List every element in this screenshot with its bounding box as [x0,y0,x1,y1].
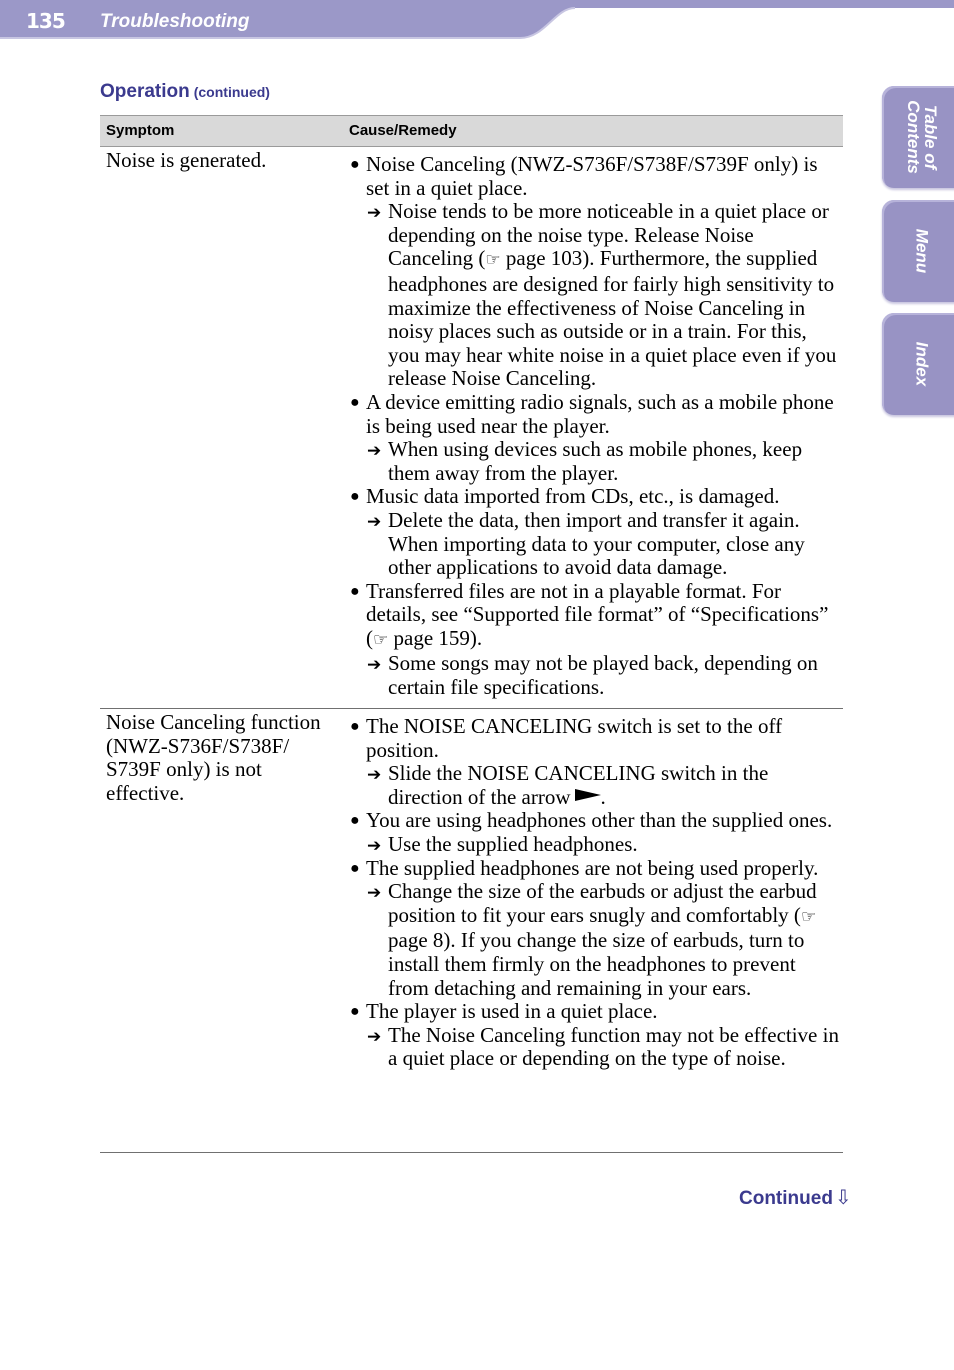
right-arrow-icon: ➔ [367,883,382,903]
cause-item [350,580,839,653]
page-number: 135 [26,9,65,33]
remedy-text-cont: page 103). Furthermore, the supplied headphones are designed for fairly high sensitivity to maximize the effectiveness of Noise Canceling in noisy places such as outside or in a train. For this, you may hear white noise in a quiet place even if you release Noise Canceling. [388,246,837,391]
section-title: Troubleshooting [100,11,250,32]
right-arrow-icon: ➔ [367,511,382,531]
symptom-cell: Noise Canceling function (NWZ-S736F/S738F/ S739F only) is not effective. [106,710,321,805]
remedy-item [350,438,839,485]
right-arrow-icon: ➔ [367,441,382,461]
right-arrow-icon: ➔ [367,835,382,855]
remedy-text: Use the supplied headphones. [388,831,638,856]
cause-text: The player is used in a quiet place. [366,999,658,1024]
pointing-hand-icon: ☞ [373,629,389,650]
heading-title: Operation [100,81,190,102]
remedy-text: The Noise Canceling function may not be effective in a quiet place or depending on the type of noise. [388,1022,839,1071]
tab-table-of-contents[interactable] [882,86,954,188]
remedy-text: Delete the data, then import and transfer it again. When importing data to your computer, close any other applications to avoid data damage. [388,507,805,580]
tab-index-label: Index [912,341,932,387]
cause-item [350,153,839,200]
bullet-icon: ● [350,1003,360,1021]
heading-continued: (continued) [193,84,270,100]
bullet-icon: ● [350,393,360,411]
remedy-text: Slide the NOISE CANCELING switch in the direction of the arrow [388,761,769,809]
cause-text: Noise Canceling (NWZ-S736F/S738F/S739F only) is set in a quiet place. [366,152,818,200]
remedy-text: Some songs may not be played back, depending on certain file specifications. [388,651,818,700]
remedy-item [350,200,839,391]
remedy-text: When using devices such as mobile phones, keep them away from the player. [388,437,803,485]
tab-menu[interactable] [882,200,954,302]
column-header-cause-remedy: Cause/Remedy [349,122,457,139]
remedy-text-cont: . [600,784,606,809]
bullet-icon: ● [350,718,360,735]
cause-item [350,857,839,881]
remedy-item [350,652,839,699]
cause-text: You are using headphones other than the supplied ones. [366,808,833,833]
cause-item [350,715,839,762]
right-arrow-icon: ➔ [367,1026,382,1046]
tab-index[interactable] [882,313,954,415]
continued-link[interactable] [739,1185,852,1210]
pointing-hand-icon: ☞ [800,906,817,927]
table-header [100,115,843,147]
right-arrow-icon: ➔ [367,203,382,223]
cause-text-cont: page 159). [388,625,483,650]
cause-text: The NOISE CANCELING switch is set to the off position. [366,714,783,762]
cause-remedy-cell [350,147,843,708]
symptom-cell: Noise is generated. [106,148,267,172]
arrow-triangle-icon [575,789,601,801]
remedy-item [350,1024,839,1071]
right-arrow-icon: ➔ [367,765,382,785]
page-header [0,0,954,40]
cause-text: Music data imported from CDs, etc., is damaged. [366,484,780,509]
remedy-item [350,509,839,580]
cause-item [350,1000,839,1024]
cause-item [350,485,839,509]
cause-text: A device emitting radio signals, such as a mobile phone is being used near the player. [366,389,834,438]
cause-item [350,391,839,438]
cause-remedy-cell [350,709,843,1079]
section-heading [100,81,270,103]
remedy-text: Change the size of the earbuds or adjust the earbud position to fit your ears snugly and comfortably ( [388,879,817,927]
tab-menu-label: Menu [912,228,932,274]
bullet-icon: ● [350,812,360,830]
bullet-icon: ● [350,582,360,600]
continued-label: Continued [739,1188,833,1209]
pointing-hand-icon: ☞ [485,250,501,271]
bullet-icon: ● [350,156,360,173]
cause-text: Transferred files are not in a playable format. For details, see “Supported file format” of “Specifications” ( [366,578,829,650]
table-row [100,709,843,1153]
tab-table-of-contents-label: Table of Contents [904,100,940,174]
remedy-text: Noise tends to be more noticeable in a quiet place or depending on the noise type. Release Noise Canceling ( [388,199,829,271]
bullet-icon: ● [350,859,360,877]
remedy-item [350,880,839,1000]
remedy-item [350,762,839,809]
remedy-text-cont: page 8). If you change the size of earbuds, turn to install them firmly on the headphones to prevent from detaching and remaining in your ears. [388,928,805,1000]
table-row [100,147,843,709]
bullet-icon: ● [350,488,360,506]
troubleshooting-table [100,115,843,1153]
right-arrow-icon: ➔ [367,655,382,675]
remedy-item [350,833,839,857]
cause-text: The supplied headphones are not being used properly. [366,855,819,880]
cause-item [350,809,839,833]
column-header-symptom: Symptom [106,122,175,139]
down-arrow-icon: ⇩ [834,1185,852,1209]
